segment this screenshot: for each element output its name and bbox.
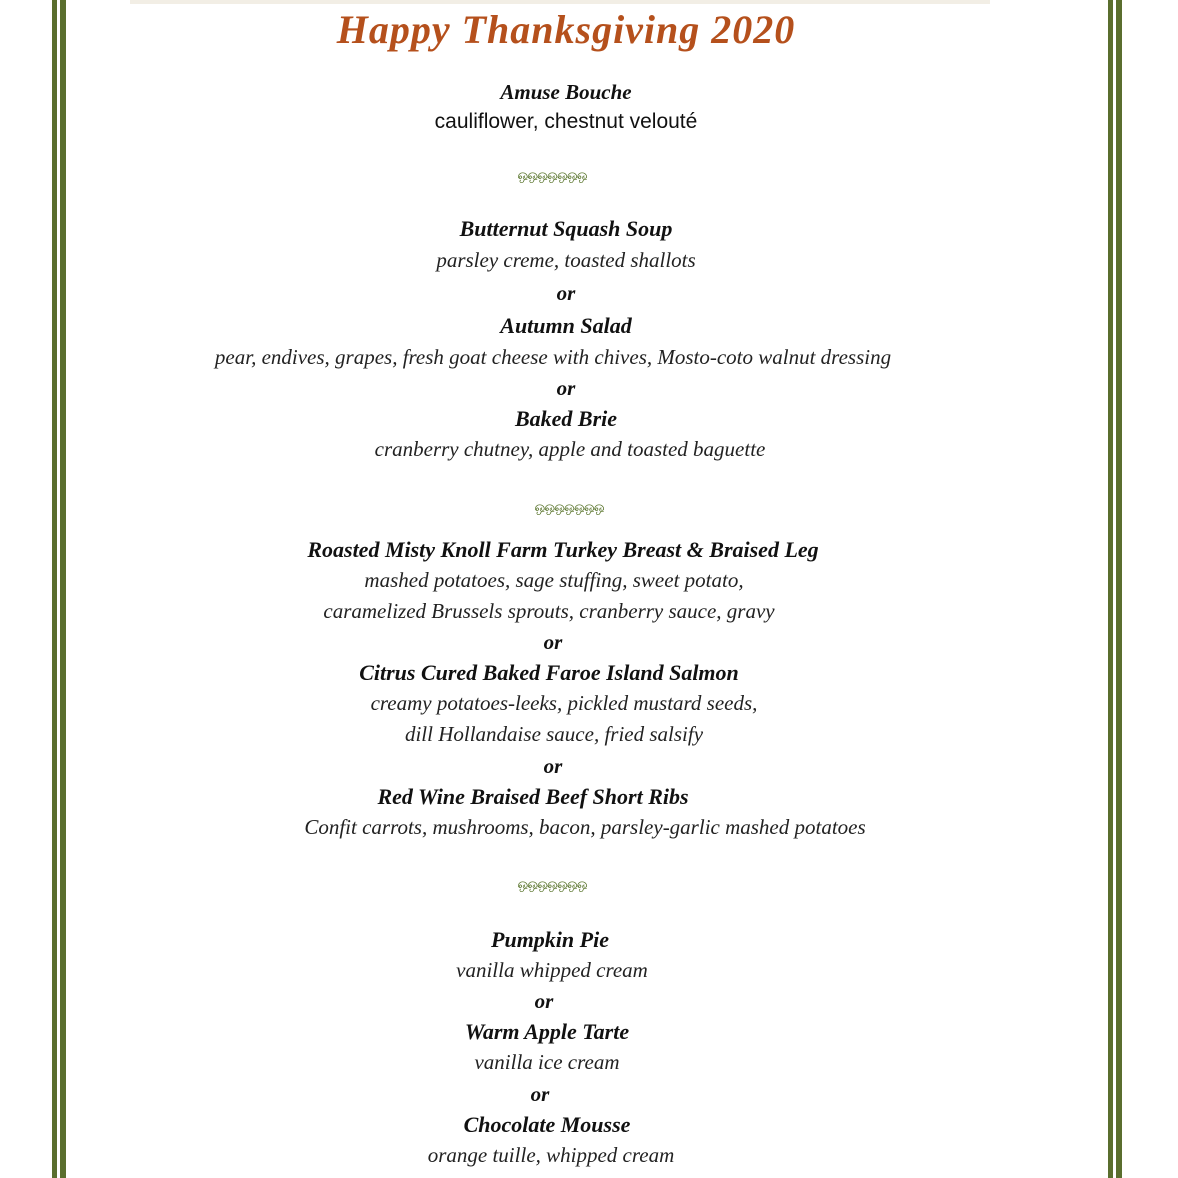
starter-1-name: Butternut Squash Soup — [459, 216, 673, 241]
dessert-2-desc: vanilla ice cream — [474, 1050, 620, 1074]
main-1-desc-line-2: caramelized Brussels sprouts, cranberry sauce, gravy — [323, 599, 775, 623]
starter-3-desc: cranberry chutney, apple and toasted baguette — [374, 437, 766, 461]
dessert-2-name: Warm Apple Tarte — [464, 1019, 630, 1044]
main-2-desc-line-2: dill Hollandaise sauce, fried salsify — [404, 722, 704, 746]
leaf-vine-icon: ஒஒஒஒஒஒஒ — [517, 168, 587, 183]
ornament-divider-2 — [69, 500, 1069, 516]
main-1-name: Roasted Misty Knoll Farm Turkey Breast & Braised Leg — [307, 537, 819, 562]
ornament-divider-3 — [52, 877, 1052, 893]
leaf-vine-icon: ஒஒஒஒஒஒஒ — [534, 500, 604, 515]
dessert-3-desc: orange tuille, whipped cream — [427, 1143, 675, 1167]
or-separator: or — [556, 281, 576, 305]
menu-content — [66, 0, 1108, 1178]
main-3-name: Red Wine Braised Beef Short Ribs — [377, 784, 689, 809]
right-border-inner-line — [1113, 0, 1116, 1178]
main-2-desc-line-1: creamy potatoes-leeks, pickled mustard seeds, — [370, 691, 758, 715]
menu-title: Happy Thanksgiving 2020 — [336, 7, 796, 52]
starter-2-name: Autumn Salad — [500, 313, 632, 338]
or-separator: or — [530, 1082, 550, 1106]
dessert-3-name: Chocolate Mousse — [463, 1112, 631, 1137]
or-separator: or — [534, 989, 554, 1013]
starter-1-desc: parsley creme, toasted shallots — [436, 248, 696, 272]
starter-2-desc: pear, endives, grapes, fresh goat cheese with chives, Mosto-coto walnut dressing — [214, 345, 892, 369]
ornament-divider-1 — [52, 168, 1052, 184]
or-separator: or — [556, 376, 576, 400]
main-3-desc: Confit carrots, mushrooms, bacon, parsley-garlic mashed potatoes — [304, 815, 866, 839]
main-1-desc-line-1: mashed potatoes, sage stuffing, sweet potato, — [364, 568, 744, 592]
amuse-bouche-name: Amuse Bouche — [500, 80, 632, 104]
starter-3-name: Baked Brie — [514, 406, 618, 431]
or-separator: or — [543, 754, 563, 778]
amuse-bouche-desc: cauliflower, chestnut velouté — [434, 110, 698, 133]
main-2-name: Citrus Cured Baked Faroe Island Salmon — [359, 660, 739, 685]
dessert-1-name: Pumpkin Pie — [491, 927, 609, 952]
dessert-1-desc: vanilla whipped cream — [456, 958, 648, 982]
leaf-vine-icon: ஒஒஒஒஒஒஒ — [517, 877, 587, 892]
or-separator: or — [543, 630, 563, 654]
